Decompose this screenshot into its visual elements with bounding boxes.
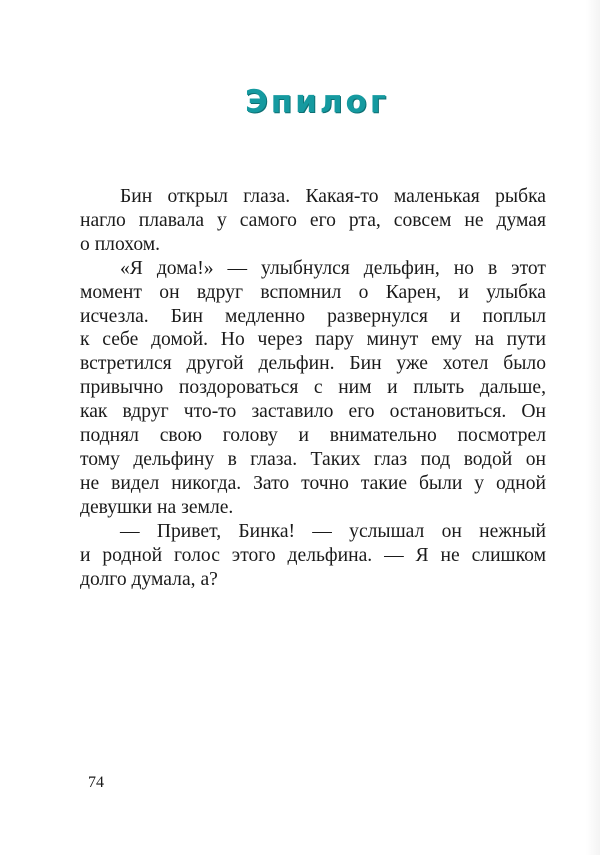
text-line: — Привет, Бинка! — услышал он нежный bbox=[120, 520, 546, 542]
text-line: Бин открыл глаза. Какая-то маленькая рыбка bbox=[120, 186, 546, 207]
text-line: момент он вдруг вспомнил о Карен, и улыбка bbox=[80, 281, 546, 303]
text-line: как вдруг что-то заставило его остановиться. Он bbox=[80, 401, 546, 423]
text-line: долго думала, а? bbox=[80, 568, 218, 590]
text-line: девушки на земле. bbox=[80, 496, 234, 518]
text-line: не видел никогда. Зато точно такие были у одной bbox=[80, 472, 546, 494]
chapter-title: Эпилог bbox=[244, 84, 390, 120]
text-line: и родной голос этого дельфина. — Я не слишком bbox=[80, 544, 546, 566]
page-number: 74 bbox=[88, 774, 104, 791]
text-line: нагло плавала у самого его рта, совсем не думая bbox=[80, 209, 546, 231]
text-line: тому дельфину в глаза. Таких глаз под водой он bbox=[80, 448, 546, 470]
text-line: привычно поздороваться с ним и плыть дальше, bbox=[80, 377, 546, 399]
text-line: о плохом. bbox=[80, 233, 161, 255]
text-line: «Я дома!» — улыбнулся дельфин, но в этот bbox=[120, 257, 546, 279]
chapter-body bbox=[80, 185, 546, 591]
text-line: поднял свою голову и внимательно посмотрел bbox=[80, 425, 546, 447]
text-line: встретился другой дельфин. Бин уже хотел было bbox=[80, 353, 546, 375]
page-edge-shadow bbox=[586, 0, 600, 855]
text-line: исчезла. Бин медленно развернулся и поплыл bbox=[80, 305, 546, 327]
text-line: к себе домой. Но через пару минут ему на пути bbox=[80, 329, 546, 351]
